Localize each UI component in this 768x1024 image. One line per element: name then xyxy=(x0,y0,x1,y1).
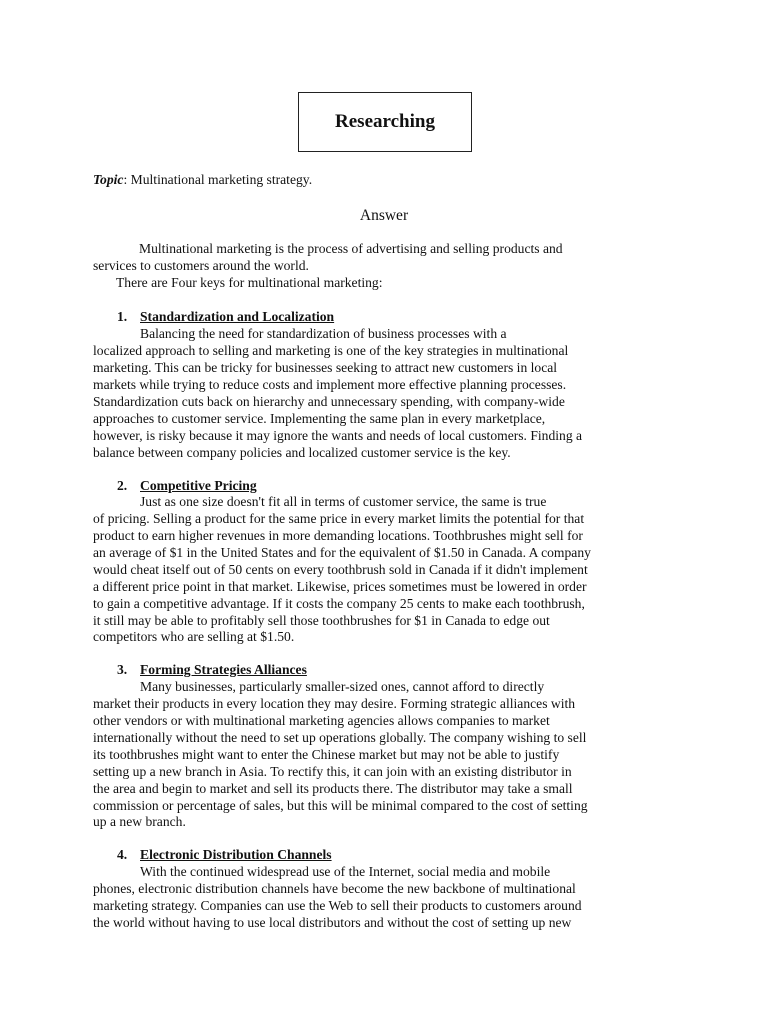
intro-line: services to customers around the world. xyxy=(93,258,309,273)
body-line: Standardization cuts back on hierarchy and unnecessary spending, with company-wide xyxy=(93,394,565,409)
section-number: 3. xyxy=(117,662,128,677)
topic-line xyxy=(93,171,312,188)
intro-line: Multinational marketing is the process of advertising and selling products and xyxy=(139,241,563,256)
section-number: 4. xyxy=(117,847,128,862)
intro-line: There are Four keys for multinational marketing: xyxy=(116,275,383,290)
body-line: setting up a new branch in Asia. To rectify this, it can join with an existing distributor in xyxy=(93,764,572,779)
body-line: markets while trying to reduce costs and implement more effective planning processes. xyxy=(93,377,567,392)
body-line: With the continued widespread use of the Internet, social media and mobile xyxy=(140,864,551,879)
body-line: other vendors or with multinational marketing agencies allows companies to market xyxy=(93,713,550,728)
body-line: an average of $1 in the United States and for the equivalent of $1.50 in Canada. A company xyxy=(93,545,591,560)
section-heading: Competitive Pricing xyxy=(140,478,257,493)
answer-heading: Answer xyxy=(359,207,409,224)
section-number: 2. xyxy=(117,478,128,493)
body-line: Many businesses, particularly smaller-sized ones, cannot afford to directly xyxy=(140,679,545,694)
body-line: market their products in every location they may desire. Forming strategic alliances with xyxy=(93,696,576,711)
section-heading: Forming Strategies Alliances xyxy=(140,662,307,677)
body-line: localized approach to selling and marketing is one of the key strategies in multinational xyxy=(93,343,569,358)
body-line: marketing. This can be tricky for businesses seeking to attract new customers in local xyxy=(93,360,558,375)
topic-label: Topic xyxy=(93,172,124,187)
section-heading: Standardization and Localization xyxy=(140,309,335,324)
body-line: would cheat itself out of 50 cents on every toothbrush sold in Canada if it didn't implement xyxy=(93,562,588,577)
body-line: phones, electronic distribution channels have become the new backbone of multinational xyxy=(93,881,576,896)
section-heading: Electronic Distribution Channels xyxy=(140,847,332,862)
topic-text: : Multinational marketing strategy. xyxy=(123,172,313,187)
body-line: its toothbrushes might want to enter the Chinese market but may not be able to justify xyxy=(93,747,560,762)
body-line: it still may be able to profitably sell those toothbrushes for $1 in Canada to edge out xyxy=(93,613,550,628)
body-line: marketing strategy. Companies can use the Web to sell their products to customers around xyxy=(93,898,582,913)
title-box xyxy=(298,92,472,152)
document-title: Researching xyxy=(335,111,435,132)
body-line: the world without having to use local distributors and without the cost of setting up new xyxy=(93,915,572,930)
section-number: 1. xyxy=(117,309,128,324)
body-line: up a new branch. xyxy=(93,814,186,829)
body-line: commission or percentage of sales, but this will be minimal compared to the cost of setting xyxy=(93,798,588,813)
body-line: competitors who are selling at $1.50. xyxy=(93,629,295,644)
body-line: product to earn higher revenues in more demanding locations. Toothbrushes might sell for xyxy=(93,528,583,543)
body-line: a different price point in that market. Likewise, prices sometimes must be lowered in order xyxy=(93,579,587,594)
body-line: Balancing the need for standardization of business processes with a xyxy=(140,326,507,341)
body-line: Just as one size doesn't fit all in terms of customer service, the same is true xyxy=(140,494,547,509)
body-line: the area and begin to market and sell its products there. The distributor may take a small xyxy=(93,781,573,796)
body-line: however, is risky because it may ignore the wants and needs of local customers. Finding a xyxy=(93,428,583,443)
body-line: of pricing. Selling a product for the same price in every market limits the potential for that xyxy=(93,511,585,526)
body-line: balance between company policies and localized customer service is the key. xyxy=(93,445,511,460)
body-line: to gain a competitive advantage. If it costs the company 25 cents to make each toothbrush, xyxy=(93,596,585,611)
body-line: internationally without the need to set up operations globally. The company wishing to sell xyxy=(93,730,587,745)
body-line: approaches to customer service. Implementing the same plan in every marketplace, xyxy=(93,411,546,426)
